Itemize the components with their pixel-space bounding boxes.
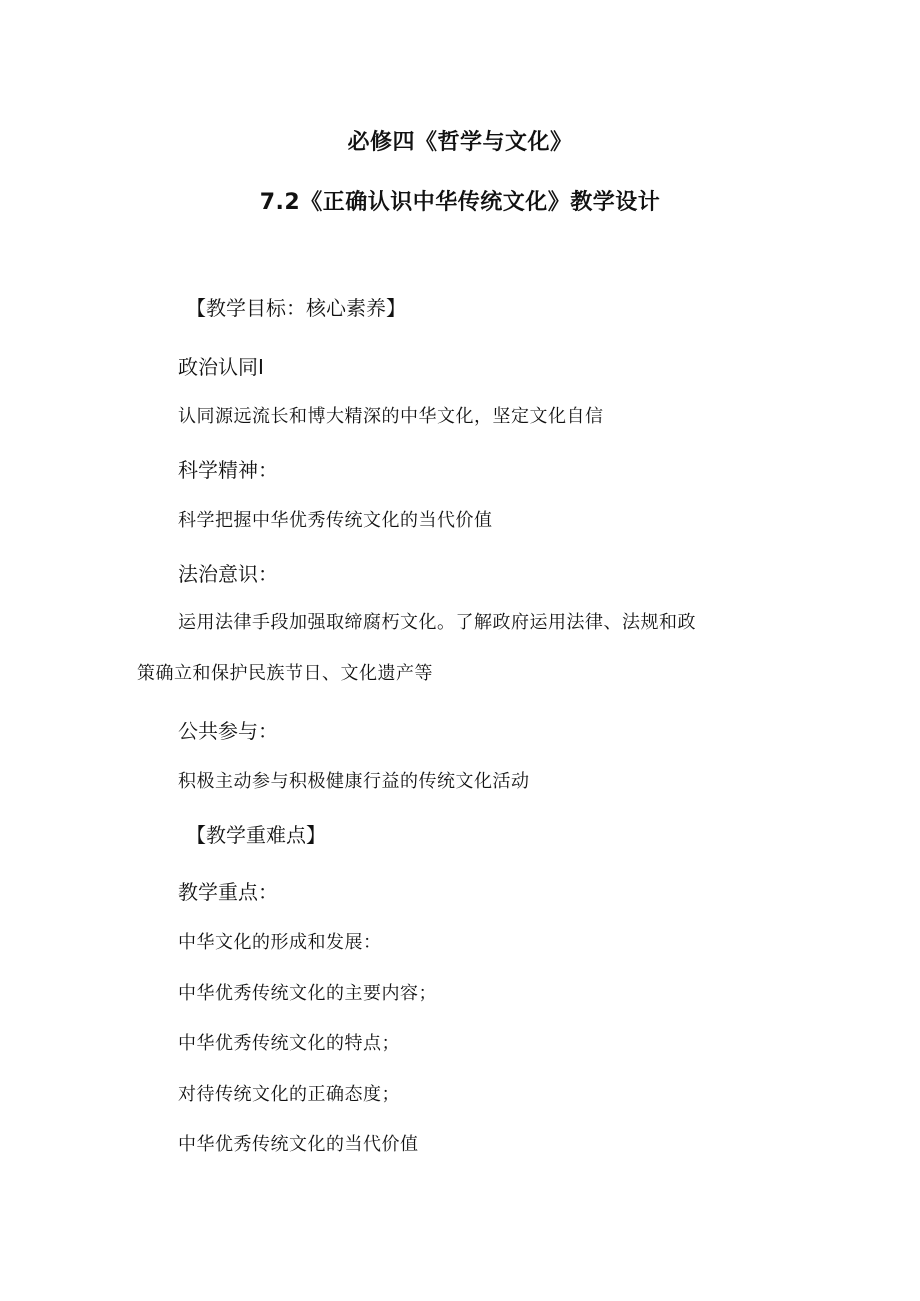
scientific-spirit-label: 科学精神： xyxy=(178,458,278,482)
document-subtitle: 7.2《正确认识中华传统文化》教学设计 xyxy=(259,190,661,215)
legal-awareness-text-line1: 运用法律手段加强取缔腐朽文化。了解政府运用法律、法规和政 xyxy=(178,612,696,633)
list-item: 对待传统文化的正确态度； xyxy=(178,1084,400,1105)
list-item: 中华优秀传统文化的特点； xyxy=(178,1033,400,1054)
public-participation-text: 积极主动参与积极健康行益的传统文化活动 xyxy=(178,771,530,792)
list-item: 中华优秀传统文化的主要内容； xyxy=(178,983,437,1004)
public-participation-label: 公共参与： xyxy=(178,719,278,743)
list-item: 中华优秀传统文化的当代价值 xyxy=(178,1134,419,1155)
scientific-spirit-text: 科学把握中华优秀传统文化的当代价值 xyxy=(178,510,493,531)
key-points-heading: 【教学重难点】 xyxy=(186,823,326,847)
political-identity-label: 政治认同I xyxy=(178,355,264,379)
document-title: 必修四《哲学与文化》 xyxy=(347,130,573,155)
objectives-heading: 【教学目标：核心素养】 xyxy=(186,296,406,320)
legal-awareness-text-line2: 策确立和保护民族节日、文化遗产等 xyxy=(137,663,433,684)
list-item: 中华文化的形成和发展： xyxy=(178,932,382,953)
political-identity-text: 认同源远流长和博大精深的中华文化，坚定文化自信 xyxy=(178,406,604,427)
legal-awareness-label: 法治意识： xyxy=(178,562,278,586)
teaching-focus-label: 教学重点： xyxy=(178,880,278,904)
